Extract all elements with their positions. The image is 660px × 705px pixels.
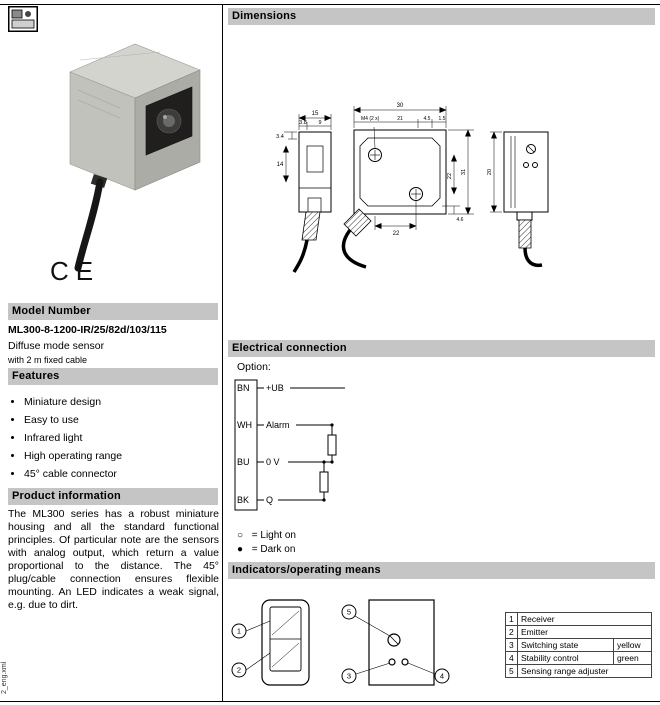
indicator-value: green <box>614 652 652 665</box>
dim-label: 22 <box>447 172 453 180</box>
legend-text: = Dark on <box>251 544 296 555</box>
ce-mark: CE <box>50 256 101 286</box>
dim-label: 20 <box>487 168 493 176</box>
product-info-text: The ML300 series has a robust miniature housing and all the standard functional principles. Of particular note are the sensors with analog output, which return a value proportional to the distance. The 45° plug/cable connection ensures flexible mounting. An LED indicates a weak signal, e.g. due to dirt. <box>8 508 219 611</box>
indicator-label: Stability control <box>518 652 614 665</box>
dim-label: 3.4 <box>276 134 284 140</box>
feature-item: • 45° cable connector <box>24 468 216 481</box>
table-row <box>506 652 652 665</box>
model-number: ML300-8-1200-IR/25/82d/103/115 <box>8 324 167 336</box>
dim-label: 22 <box>392 231 400 237</box>
indicator-num: 1 <box>506 613 518 626</box>
feature-item: • Easy to use <box>24 414 216 427</box>
callout-number: 2 <box>236 665 242 675</box>
indicators-header: Indicators/operating means <box>228 562 655 579</box>
features-header: Features <box>8 368 218 385</box>
indicator-num: 3 <box>506 639 518 652</box>
resistor-symbol <box>328 435 336 455</box>
model-subdescription: with 2 m fixed cable <box>8 355 88 365</box>
dim-label: 14 <box>276 162 284 168</box>
dim-label: 21 <box>397 116 403 122</box>
table-row <box>506 639 652 652</box>
indicator-label: Switching state <box>518 639 614 652</box>
product-info-header: Product information <box>8 488 218 505</box>
dim-label: 4.5 <box>423 116 431 122</box>
legend-dark-on <box>237 543 296 557</box>
switching-legend <box>237 529 296 557</box>
table-row <box>506 626 652 639</box>
company-logo-icon <box>8 6 38 32</box>
wire-label: +UB <box>266 383 284 393</box>
resistor-symbol <box>320 472 328 492</box>
dim-label: 3.8 <box>299 120 307 126</box>
callout-number: 4 <box>439 671 445 681</box>
dim-label: 4.6 <box>456 217 464 223</box>
dim-label: 30 <box>396 103 404 109</box>
legend-light-on <box>237 529 296 543</box>
callout-number: 1 <box>236 626 242 636</box>
indicator-label: Sensing range adjuster <box>518 665 652 678</box>
column-divider <box>222 4 223 701</box>
wire-abbr: BU <box>237 457 250 467</box>
indicator-label: Emitter <box>518 626 652 639</box>
feature-item: • High operating range <box>24 450 216 463</box>
product-photo <box>40 30 210 275</box>
wire-abbr: WH <box>237 420 252 430</box>
wire-abbr: BN <box>237 383 250 393</box>
dim-label: 31 <box>461 168 467 176</box>
indicator-num: 4 <box>506 652 518 665</box>
indicator-num: 5 <box>506 665 518 678</box>
indicators-drawing <box>228 585 504 703</box>
callout-number: 5 <box>346 607 352 617</box>
indicator-label: Receiver <box>518 613 652 626</box>
dimensions-header: Dimensions <box>228 8 655 25</box>
indicator-table <box>505 612 652 678</box>
top-rule <box>0 4 660 5</box>
indicator-value: yellow <box>614 639 652 652</box>
dim-label: M4 (2 x) <box>361 116 380 122</box>
dim-label: 15 <box>311 111 319 117</box>
dim-label: 9 <box>318 120 322 126</box>
model-description: Diffuse mode sensor <box>8 340 105 352</box>
dark-on-symbol: ● <box>237 544 244 555</box>
dimensions-drawing <box>228 70 655 305</box>
document-code: 2_eng.xml <box>1 661 8 694</box>
table-row <box>506 665 652 678</box>
legend-text: = Light on <box>251 530 296 541</box>
indicator-num: 2 <box>506 626 518 639</box>
light-on-symbol: ○ <box>237 530 244 541</box>
wire-abbr: BK <box>237 495 250 505</box>
model-number-header: Model Number <box>8 303 218 320</box>
features-list <box>10 396 216 486</box>
connection-diagram <box>228 378 655 518</box>
feature-item: • Infrared light <box>24 432 216 445</box>
wire-label: Q <box>266 495 274 505</box>
electrical-header: Electrical connection <box>228 340 655 357</box>
callout-number: 3 <box>346 671 352 681</box>
wire-label: 0 V <box>266 457 280 467</box>
wire-label: Alarm <box>266 420 290 430</box>
table-row <box>506 613 652 626</box>
dim-label: 1.5 <box>438 116 446 122</box>
feature-item: • Miniature design <box>24 396 216 409</box>
option-label: Option: <box>237 361 271 373</box>
